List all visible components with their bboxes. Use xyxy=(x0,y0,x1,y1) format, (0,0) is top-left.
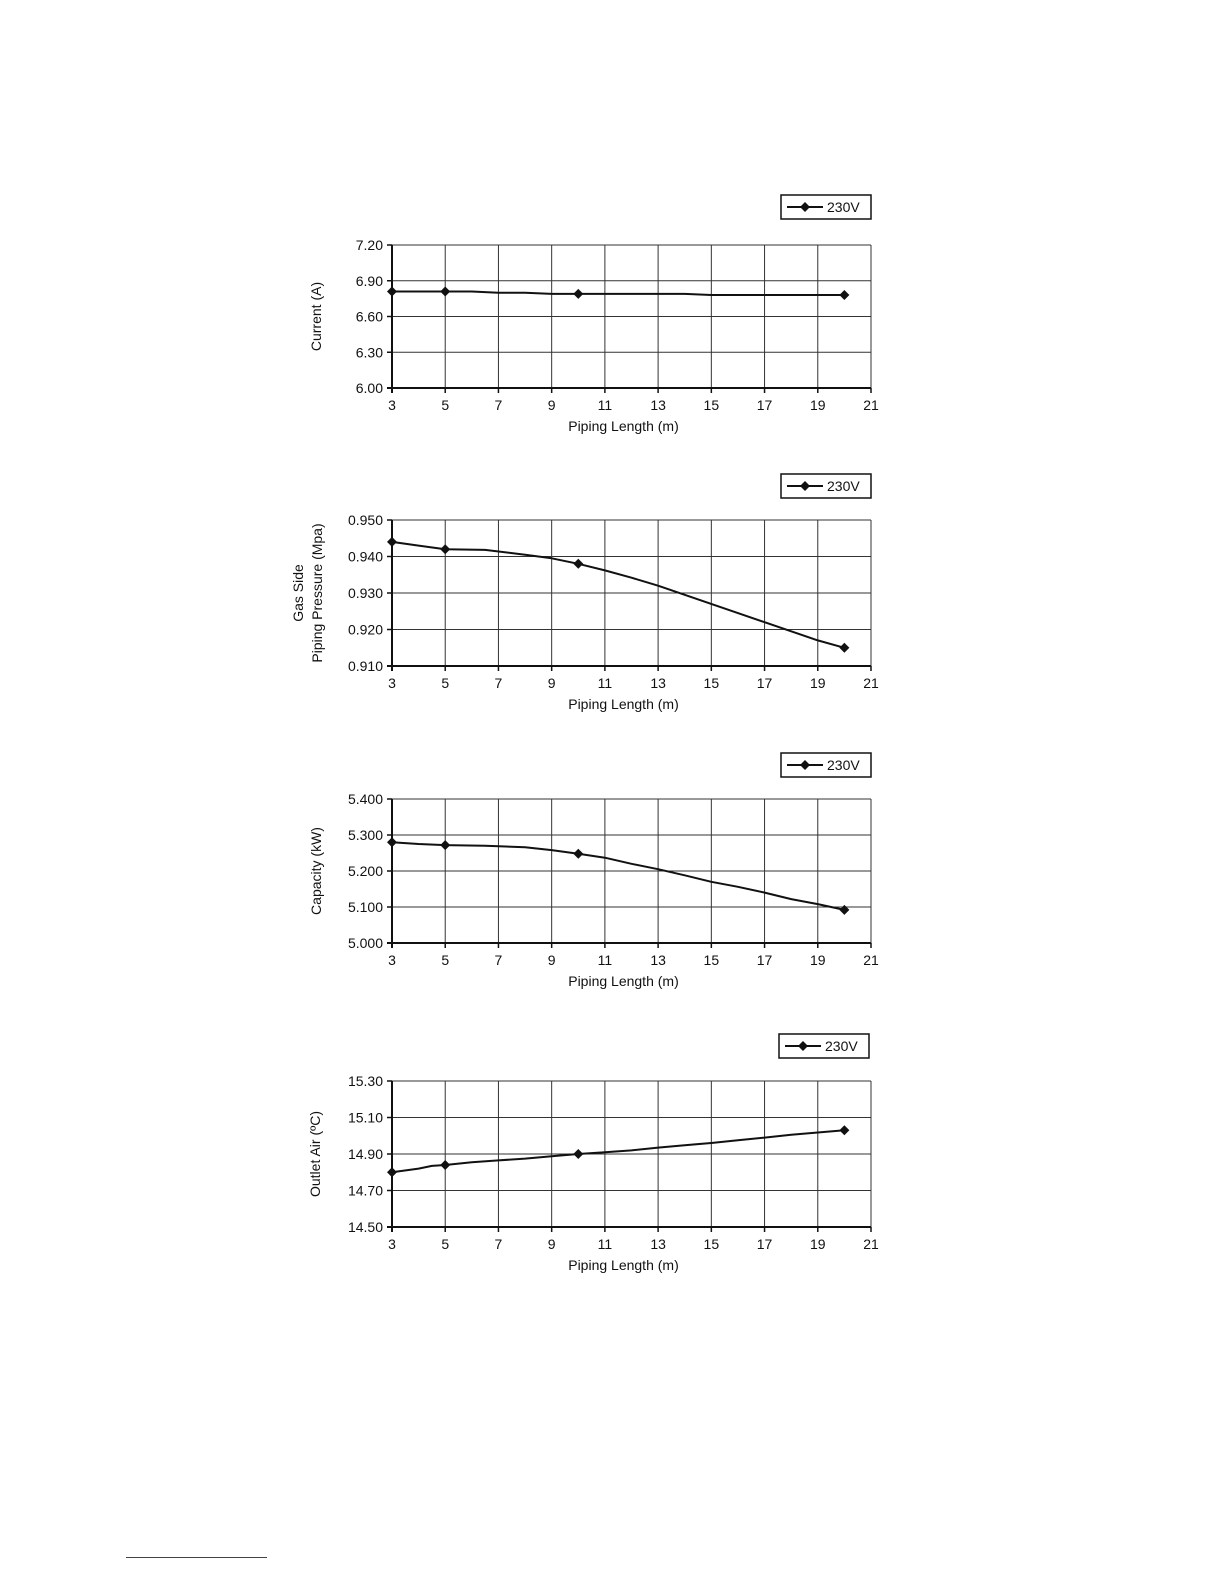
x-tick-label: 9 xyxy=(547,397,556,413)
y-tick-label: 6.90 xyxy=(355,272,383,289)
x-tick-label: 21 xyxy=(863,952,879,968)
x-tick-label: 13 xyxy=(650,952,666,968)
x-tick-label: 19 xyxy=(809,675,826,691)
legend-label: 230V xyxy=(827,199,860,215)
data-point xyxy=(573,559,583,569)
legend xyxy=(781,195,871,219)
legend-label: 230V xyxy=(827,757,860,773)
legend xyxy=(781,474,871,498)
series-line-230V xyxy=(392,842,844,910)
x-tick-label: 13 xyxy=(650,397,666,413)
x-tick-label: 3 xyxy=(388,397,396,413)
y-tick-label: 14.70 xyxy=(347,1182,383,1199)
x-tick-label: 3 xyxy=(388,1236,396,1252)
y-axis-label: Gas Side xyxy=(290,564,306,622)
x-tick-label: 19 xyxy=(809,952,826,968)
y-tick-label: 5.000 xyxy=(347,935,383,951)
x-tick-label: 7 xyxy=(494,675,503,691)
x-tick-label: 21 xyxy=(863,397,879,413)
x-tick-label: 13 xyxy=(650,1236,666,1252)
x-tick-label: 7 xyxy=(494,952,503,968)
series-line-230V xyxy=(392,542,844,648)
x-axis-label: Piping Length (m) xyxy=(568,973,679,989)
x-tick-label: 15 xyxy=(703,952,720,968)
legend-label: 230V xyxy=(825,1038,858,1054)
data-point xyxy=(573,849,583,859)
x-tick-label: 21 xyxy=(863,675,879,691)
x-tick-label: 11 xyxy=(597,1236,613,1252)
x-tick-label: 5 xyxy=(441,952,450,968)
x-tick-label: 15 xyxy=(703,397,720,413)
y-tick-label: 0.940 xyxy=(347,548,383,565)
x-tick-label: 5 xyxy=(441,1236,450,1252)
chart-1 xyxy=(308,195,879,434)
x-tick-label: 5 xyxy=(441,397,450,413)
y-tick-label: 15.10 xyxy=(347,1109,383,1126)
series-line-230V xyxy=(392,292,844,296)
x-tick-label: 19 xyxy=(809,1236,826,1252)
y-tick-label: 14.50 xyxy=(347,1219,383,1235)
chart-4 xyxy=(307,1034,879,1273)
y-tick-label: 6.30 xyxy=(355,344,383,361)
y-tick-label: 6.60 xyxy=(355,308,383,325)
x-axis-label: Piping Length (m) xyxy=(568,418,679,434)
x-tick-label: 17 xyxy=(756,397,773,413)
data-point xyxy=(839,1125,849,1135)
y-tick-label: 14.90 xyxy=(347,1146,383,1162)
x-tick-label: 9 xyxy=(547,675,556,691)
chart-2 xyxy=(290,474,879,712)
y-tick-label: 6.00 xyxy=(355,380,383,396)
y-axis-label: Current (A) xyxy=(308,281,324,352)
y-axis-label: Capacity (kW) xyxy=(308,827,324,915)
x-tick-label: 13 xyxy=(650,675,666,691)
x-axis-label: Piping Length (m) xyxy=(568,696,679,712)
x-tick-label: 15 xyxy=(703,1236,720,1252)
data-point xyxy=(839,643,849,653)
y-tick-label: 7.20 xyxy=(355,237,383,253)
legend xyxy=(779,1034,869,1058)
series-line-230V xyxy=(392,1130,844,1172)
x-tick-label: 5 xyxy=(441,675,450,691)
data-point xyxy=(387,286,397,296)
y-tick-label: 0.930 xyxy=(347,585,383,601)
x-tick-label: 11 xyxy=(597,952,613,968)
y-axis-label: Outlet Air (ºC) xyxy=(307,1110,323,1198)
y-axis-label: Piping Pressure (Mpa) xyxy=(309,523,325,663)
x-tick-label: 9 xyxy=(547,1236,556,1252)
data-point xyxy=(440,544,450,554)
x-tick-label: 15 xyxy=(703,675,720,691)
y-tick-label: 5.200 xyxy=(347,863,383,879)
x-tick-label: 3 xyxy=(388,675,396,691)
x-tick-label: 7 xyxy=(494,397,503,413)
data-point xyxy=(387,1167,397,1177)
data-point xyxy=(387,837,397,847)
chart-3 xyxy=(308,753,879,989)
data-point xyxy=(839,290,849,300)
y-tick-label: 0.920 xyxy=(347,621,383,638)
x-tick-label: 7 xyxy=(494,1236,503,1252)
data-point xyxy=(440,840,450,850)
x-tick-label: 17 xyxy=(756,1236,773,1252)
y-tick-label: 0.950 xyxy=(347,512,383,528)
y-tick-label: 5.400 xyxy=(347,791,383,807)
data-point xyxy=(387,537,397,547)
data-point xyxy=(440,1160,450,1170)
x-tick-label: 11 xyxy=(597,675,613,691)
x-tick-label: 3 xyxy=(388,952,396,968)
x-tick-label: 21 xyxy=(863,1236,879,1252)
data-point xyxy=(839,905,849,915)
x-tick-label: 17 xyxy=(756,675,773,691)
x-tick-label: 19 xyxy=(809,397,826,413)
legend xyxy=(781,753,871,777)
x-tick-label: 17 xyxy=(756,952,773,968)
footer-divider xyxy=(126,1557,267,1558)
x-tick-label: 9 xyxy=(547,952,556,968)
y-tick-label: 5.100 xyxy=(347,899,383,915)
y-tick-label: 15.30 xyxy=(347,1073,383,1089)
data-point xyxy=(440,286,450,296)
x-tick-label: 11 xyxy=(597,397,613,413)
legend-label: 230V xyxy=(827,478,860,494)
y-tick-label: 0.910 xyxy=(347,658,383,674)
data-point xyxy=(573,289,583,299)
x-axis-label: Piping Length (m) xyxy=(568,1257,679,1273)
data-point xyxy=(573,1149,583,1159)
y-tick-label: 5.300 xyxy=(347,827,383,843)
